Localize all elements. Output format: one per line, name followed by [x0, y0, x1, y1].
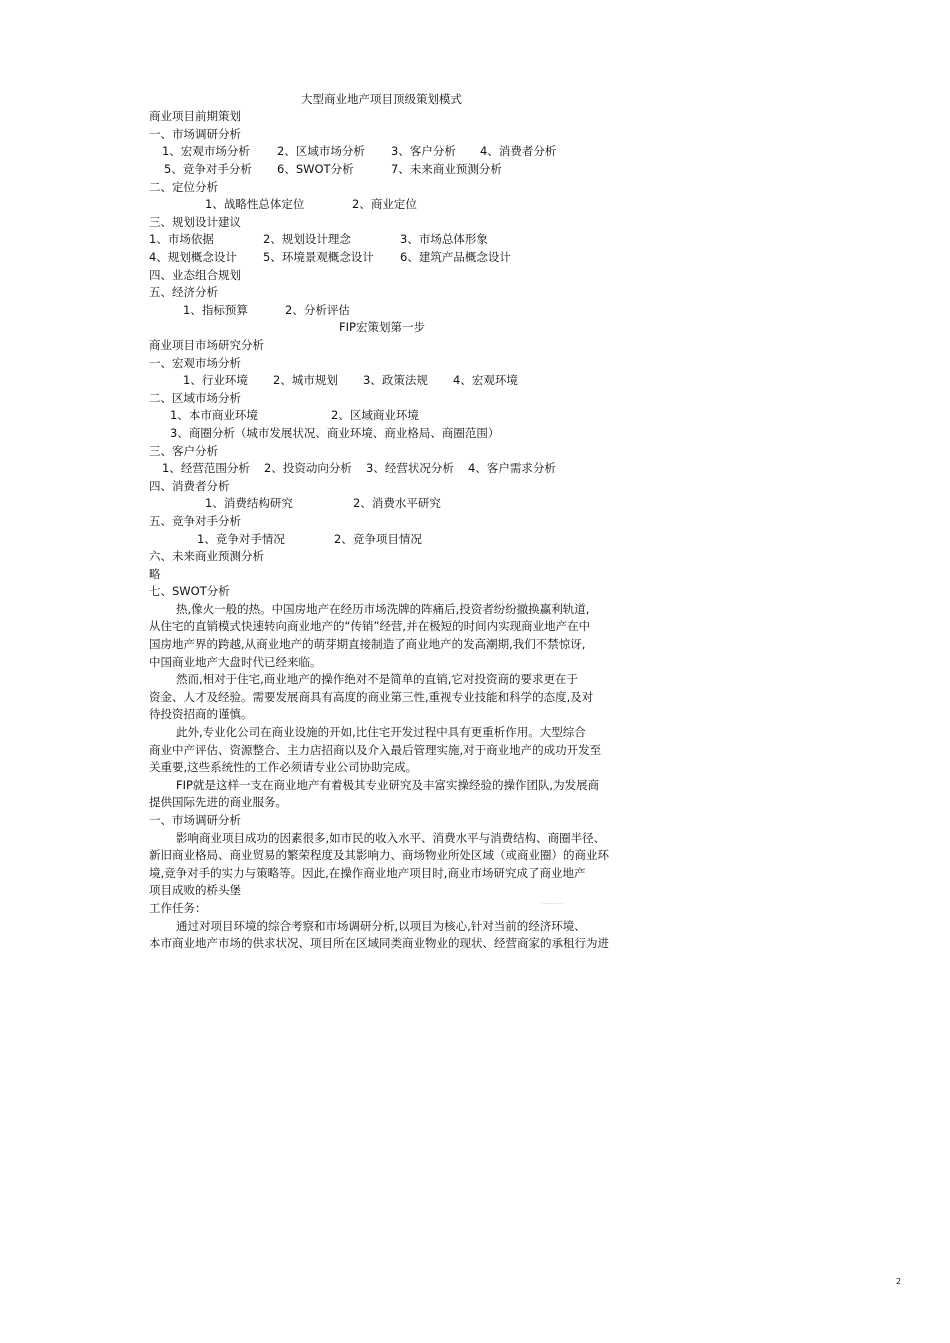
list-item: 1、战略性总体定位	[205, 197, 305, 211]
list-item: 4、规划概念设计	[149, 250, 237, 264]
section-heading: 五、经济分析	[149, 285, 218, 299]
paragraph-line: 本市商业地产市场的供求状况、项目所在区域同类商业物业的现状、经营商家的承租行为进	[149, 936, 609, 950]
list-item: 3、经营状况分析	[366, 461, 454, 475]
paragraph-line: 资金、人才及经验。需要发展商具有高度的商业第三性,重视专业技能和科学的态度,及对	[149, 690, 594, 704]
section-heading: 三、规划设计建议	[149, 215, 241, 229]
list-item: 1、指标预算	[183, 303, 248, 317]
list-item: 2、消费水平研究	[353, 496, 441, 510]
section-heading: 一、市场调研分析	[149, 127, 241, 141]
list-item: 6、建筑产品概念设计	[400, 250, 511, 264]
list-item: 4、消费者分析	[480, 144, 557, 158]
paragraph-line: 新旧商业格局、商业贸易的繁荣程度及其影响力、商场物业所处区域（或商业圈）的商业环	[149, 848, 609, 862]
list-item: 5、竞争对手分析	[164, 162, 252, 176]
list-item: 3、客户分析	[391, 144, 456, 158]
faint-dots: ..........	[541, 898, 564, 906]
list-item: 3、市场总体形象	[400, 232, 488, 246]
work-task-label: 工作任务：	[149, 901, 207, 915]
paragraph-line: 提供国际先进的商业服务。	[149, 795, 287, 809]
list-item: 1、行业环境	[183, 373, 248, 387]
section-heading: 四、消费者分析	[149, 479, 230, 493]
paragraph-line: 中国商业地产大盘时代已经来临。	[149, 655, 322, 669]
text-line: 略	[149, 567, 161, 581]
paragraph-line: 项目成败的桥头堡	[149, 883, 241, 897]
section-heading: 五、竞争对手分析	[149, 514, 241, 528]
list-item: 2、商业定位	[352, 197, 417, 211]
list-item: 4、客户需求分析	[468, 461, 556, 475]
list-item: 1、消费结构研究	[205, 496, 293, 510]
paragraph-line: 从住宅的直销模式快速转向商业地产的“传销”经营,并在极短的时间内实现商业地产在中	[149, 619, 591, 633]
page-number: 2	[896, 1277, 902, 1286]
paragraph-line: 热,像火一般的热。中国房地产在经历市场洗牌的阵痛后,投资者纷纷撤换赢利轨道,	[176, 602, 590, 616]
section-heading: 二、区域市场分析	[149, 391, 241, 405]
list-item: 1、经营范围分析	[162, 461, 250, 475]
list-item: 2、竞争项目情况	[334, 532, 422, 546]
list-item: 7、未来商业预测分析	[391, 162, 502, 176]
list-item: 2、区域市场分析	[277, 144, 365, 158]
list-item: 1、市场依据	[149, 232, 214, 246]
list-item: 2、规划设计理念	[263, 232, 351, 246]
paragraph-line: 境,竞争对手的实力与策略等。因此,在操作商业地产项目时,商业市场研究成了商业地产	[149, 866, 586, 880]
section-heading: 六、未来商业预测分析	[149, 549, 264, 563]
section-heading: 一、市场调研分析	[149, 813, 241, 827]
section-heading: 商业项目市场研究分析	[149, 338, 264, 352]
paragraph-line: 影响商业项目成功的因素很多,如市民的收入水平、消费水平与消费结构、商圈半径、	[176, 831, 606, 845]
section-heading: 三、客户分析	[149, 444, 218, 458]
list-item: 2、城市规划	[273, 373, 338, 387]
section-heading: 四、业态组合规划	[149, 268, 241, 282]
list-item: 5、环境景观概念设计	[263, 250, 374, 264]
paragraph-line: 商业中产评估、资源整合、主力店招商以及介入最后管理实施,对于商业地产的成功开发至	[149, 743, 602, 757]
paragraph-line: FIP就是这样一支在商业地产有着极其专业研究及丰富实操经验的操作团队,为发展商	[176, 778, 600, 792]
section-heading: 一、宏观市场分析	[149, 356, 241, 370]
document-title: 大型商业地产项目顶级策划模式	[301, 92, 462, 106]
paragraph-line: 然而,相对于住宅,商业地产的操作绝对不是简单的直销,它对投资商的要求更在于	[176, 672, 578, 686]
paragraph-line: 此外,专业化公司在商业设施的开如,比住宅开发过程中具有更重析作用。大型综合	[176, 725, 586, 739]
subtitle: FIP宏策划第一步	[339, 320, 425, 334]
list-item: 2、分析评估	[285, 303, 350, 317]
list-item: 4、宏观环境	[453, 373, 518, 387]
paragraph-line: 关重要,这些系统性的工作必须请专业公司协助完成。	[149, 760, 418, 774]
list-item: 3、商圈分析（城市发展状况、商业环境、商业格局、商圈范围）	[170, 426, 500, 440]
section-heading: 二、定位分析	[149, 180, 218, 194]
list-item: 1、本市商业环境	[170, 408, 258, 422]
list-item: 2、区域商业环境	[331, 408, 419, 422]
list-item: 3、政策法规	[363, 373, 428, 387]
section-heading: 七、SWOT分析	[149, 584, 230, 598]
list-item: 1、宏观市场分析	[162, 144, 250, 158]
paragraph-line: 通过对项目环境的综合考察和市场调研分析,以项目为核心,针对当前的经济环境、	[176, 919, 586, 933]
paragraph-line: 待投资招商的谨慎。	[149, 707, 253, 721]
list-item: 2、投资动向分析	[264, 461, 352, 475]
list-item: 6、SWOT分析	[277, 162, 354, 176]
section-heading: 商业项目前期策划	[149, 109, 241, 123]
list-item: 1、竞争对手情况	[197, 532, 285, 546]
paragraph-line: 国房地产界的跨越,从商业地产的萌芽期直接制造了商业地产的发高潮期,我们不禁惊讶,	[149, 637, 586, 651]
